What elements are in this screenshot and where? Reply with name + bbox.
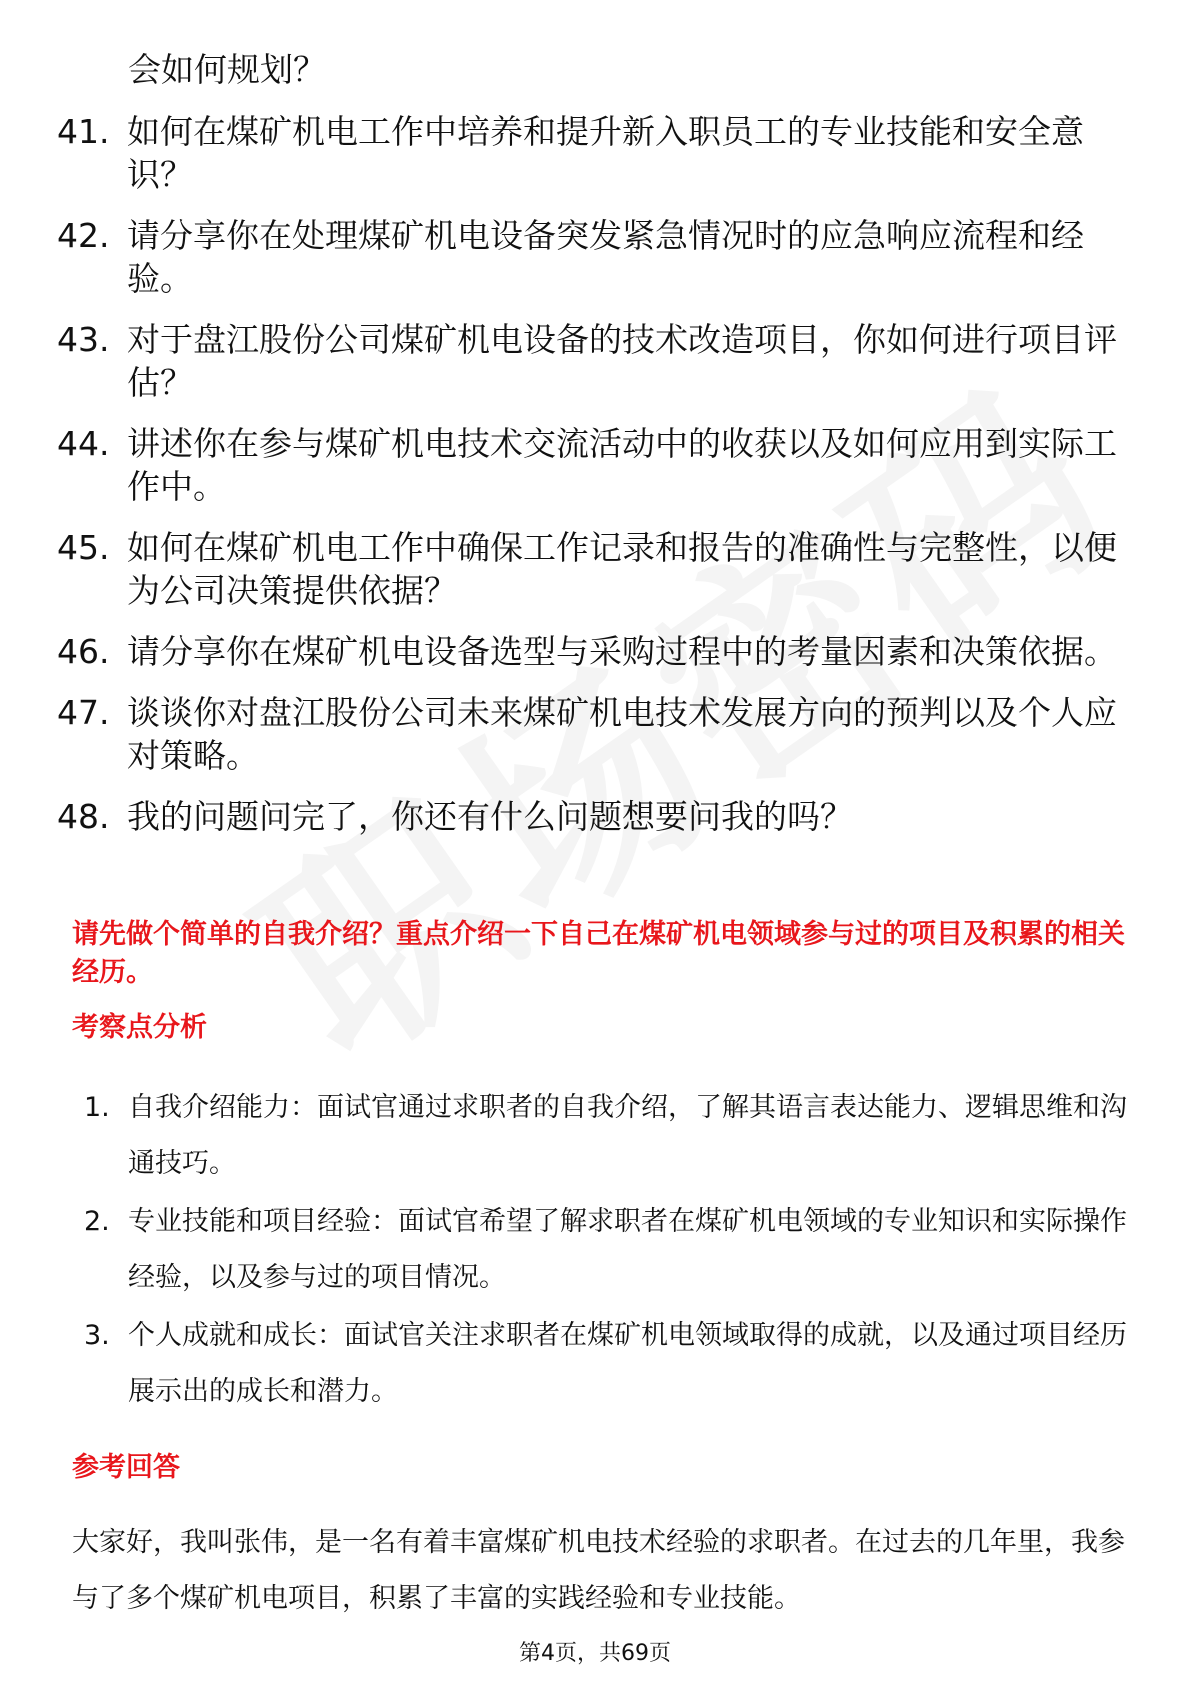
analysis-text: 自我介绍能力：面试官通过求职者的自我介绍，了解其语言表达能力、逻辑思维和沟通技巧。 — [128, 1092, 1127, 1179]
analysis-item — [84, 1194, 1134, 1306]
analysis-number: 3. — [84, 1320, 110, 1351]
question-number: 42. — [57, 216, 110, 255]
question-item — [57, 795, 1127, 838]
question-list — [57, 110, 1127, 856]
analysis-heading: 考察点分析 — [72, 1012, 207, 1043]
question-number: 44. — [57, 424, 110, 463]
reference-answer: 大家好，我叫张伟，是一名有着丰富煤矿机电技术经验的求职者。在过去的几年里，我参与了多个煤矿机电项目，积累了丰富的实践经验和专业技能。 — [72, 1527, 1125, 1614]
question-item — [57, 422, 1127, 508]
analysis-text: 专业技能和项目经验：面试官希望了解求职者在煤矿机电领域的专业知识和实际操作经验，以及参与过的项目情况。 — [128, 1206, 1127, 1293]
question-item — [57, 214, 1127, 300]
reference-heading: 参考回答 — [72, 1452, 180, 1483]
question-number: 41. — [57, 112, 110, 151]
question-item — [57, 691, 1127, 777]
featured-question: 请先做个简单的自我介绍？重点介绍一下自己在煤矿机电领域参与过的项目及积累的相关经历。 — [72, 919, 1125, 988]
question-text: 讲述你在参与煤矿机电技术交流活动中的收获以及如何应用到实际工作中。 — [127, 424, 1117, 506]
question-number: 43. — [57, 320, 110, 359]
question-number: 48. — [57, 797, 110, 836]
analysis-number: 1. — [84, 1092, 110, 1123]
analysis-text: 个人成就和成长：面试官关注求职者在煤矿机电领域取得的成就，以及通过项目经历展示出的成长和潜力。 — [128, 1320, 1127, 1407]
analysis-item — [84, 1308, 1134, 1420]
question-text: 请分享你在煤矿机电设备选型与采购过程中的考量因素和决策依据。 — [127, 632, 1117, 671]
continuation-text: 会如何规划？ — [128, 50, 326, 89]
question-text: 谈谈你对盘江股份公司未来煤矿机电技术发展方向的预判以及个人应对策略。 — [127, 693, 1117, 775]
analysis-item — [84, 1080, 1134, 1192]
question-number: 46. — [57, 632, 110, 671]
question-item — [57, 526, 1127, 612]
analysis-number: 2. — [84, 1206, 110, 1237]
question-text: 请分享你在处理煤矿机电设备突发紧急情况时的应急响应流程和经验。 — [127, 216, 1084, 298]
question-text: 我的问题问完了，你还有什么问题想要问我的吗？ — [127, 797, 853, 836]
question-text: 如何在煤矿机电工作中确保工作记录和报告的准确性与完整性，以便为公司决策提供依据？ — [127, 528, 1117, 610]
analysis-list — [84, 1080, 1134, 1422]
question-text: 如何在煤矿机电工作中培养和提升新入职员工的专业技能和安全意识？ — [127, 112, 1084, 194]
question-number: 47. — [57, 693, 110, 732]
question-text: 对于盘江股份公司煤矿机电设备的技术改造项目，你如何进行项目评估？ — [127, 320, 1117, 402]
question-item — [57, 110, 1127, 196]
question-item — [57, 630, 1127, 673]
question-number: 45. — [57, 528, 110, 567]
question-item — [57, 318, 1127, 404]
page-footer: 第4页，共69页 — [519, 1641, 671, 1666]
